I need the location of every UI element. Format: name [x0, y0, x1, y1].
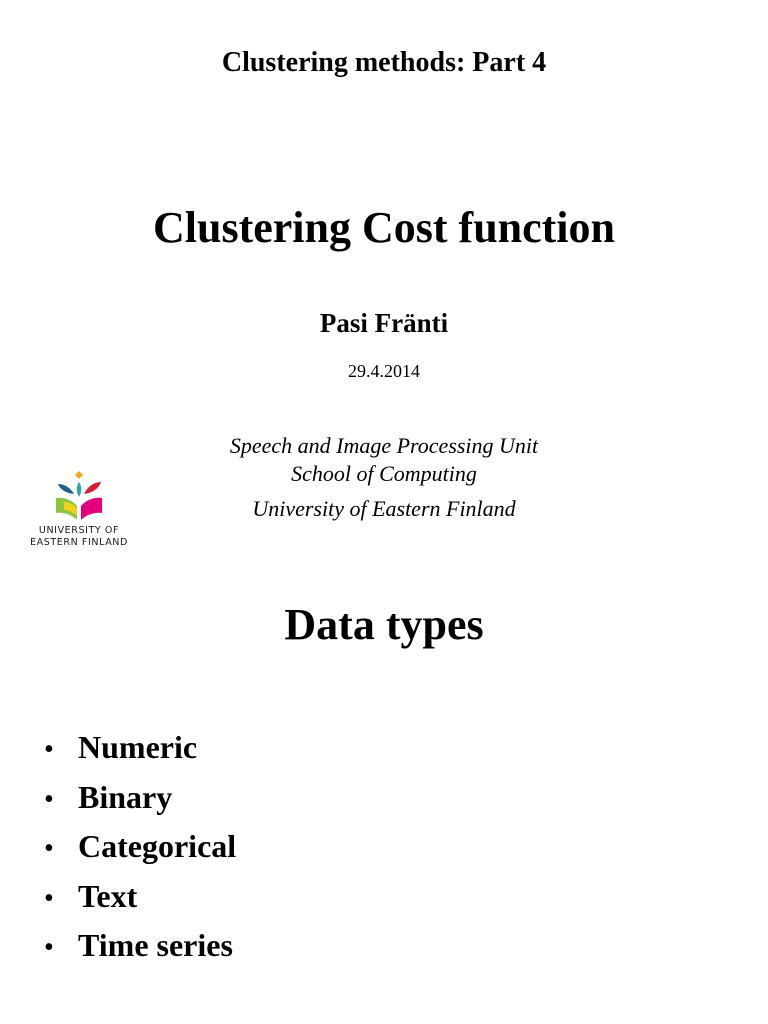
list-item: [44, 774, 236, 824]
bullet-icon: •: [44, 833, 54, 864]
bullet-icon: •: [44, 783, 54, 815]
author-name: Pasi Fränti: [319, 308, 449, 338]
list-item: [44, 873, 236, 923]
bullet-icon: •: [44, 734, 54, 765]
presentation-title: Clustering Cost function: [152, 203, 616, 252]
list-item: [44, 823, 236, 873]
university-logo: [26, 470, 132, 556]
list-item: [44, 922, 236, 972]
affiliation-school: School of Computing: [291, 461, 477, 486]
logo-text-line-2: EASTERN FINLAND: [30, 537, 128, 548]
list-item: [44, 724, 236, 774]
logo-text-line-1: UNIVERSITY OF: [38, 525, 120, 536]
university-of-eastern-finland-logo-icon: [54, 470, 104, 522]
list-item-label: Text: [78, 877, 138, 914]
list-item-label: Binary: [78, 778, 173, 815]
affiliation-unit: Speech and Image Processing Unit: [229, 433, 539, 458]
list-item-label: Numeric: [78, 729, 198, 765]
bullet-icon: •: [44, 882, 54, 914]
affiliation-university: University of Eastern Finland: [252, 496, 516, 521]
list-item-label: Time series: [78, 927, 233, 963]
list-item-label: Categorical: [78, 828, 237, 864]
presentation-date: 29.4.2014: [348, 361, 420, 381]
bullet-icon: •: [44, 932, 54, 963]
series-title: Clustering methods: Part 4: [221, 47, 547, 78]
data-types-heading: Data types: [284, 600, 484, 649]
data-types-list: [44, 724, 236, 972]
